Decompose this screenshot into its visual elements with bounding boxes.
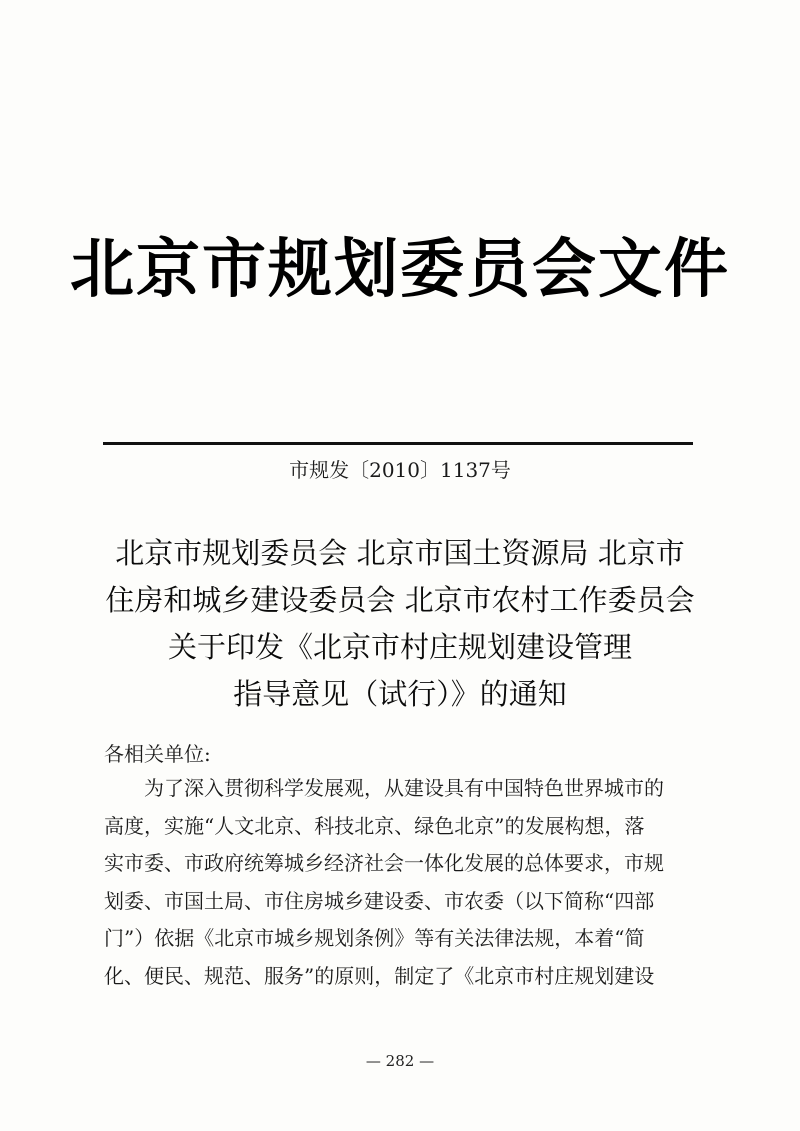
- body-text: [104, 770, 704, 995]
- issuer-masthead: 北京市规划委员会文件: [70, 232, 730, 307]
- title-line: 关于印发《北京市村庄规划建设管理: [167, 630, 632, 664]
- title-line: 指导意见（试行）》的通知: [233, 677, 567, 711]
- body-line: 实市委、市政府统筹城乡经济社会一体化发展的总体要求，市规: [104, 851, 664, 875]
- body-line: 门”）依据《北京市城乡规划条例》等有关法律法规，本着“简: [104, 926, 645, 950]
- document-title: [0, 530, 800, 718]
- title-line: 住房和城乡建设委员会 北京市农村工作委员会: [105, 583, 695, 617]
- title-line: 北京市规划委员会 北京市国土资源局 北京市: [115, 536, 685, 570]
- masthead-divider: [103, 442, 693, 445]
- body-line: 高度，实施“人文北京、科技北京、绿色北京”的发展构想，落: [104, 813, 645, 838]
- body-line: 为了深入贯彻科学发展观，从建设具有中国特色世界城市的: [104, 776, 664, 800]
- salutation: 各相关单位:: [104, 742, 211, 766]
- body-line: 划委、市国土局、市住房城乡建设委、市农委（以下简称“四部: [104, 888, 655, 913]
- page-number: — 282 —: [365, 1052, 435, 1070]
- document-number: 市规发〔2010〕1137号: [289, 458, 511, 482]
- body-line: 化、便民、规范、服务”的原则，制定了《北京市村庄规划建设: [104, 963, 655, 988]
